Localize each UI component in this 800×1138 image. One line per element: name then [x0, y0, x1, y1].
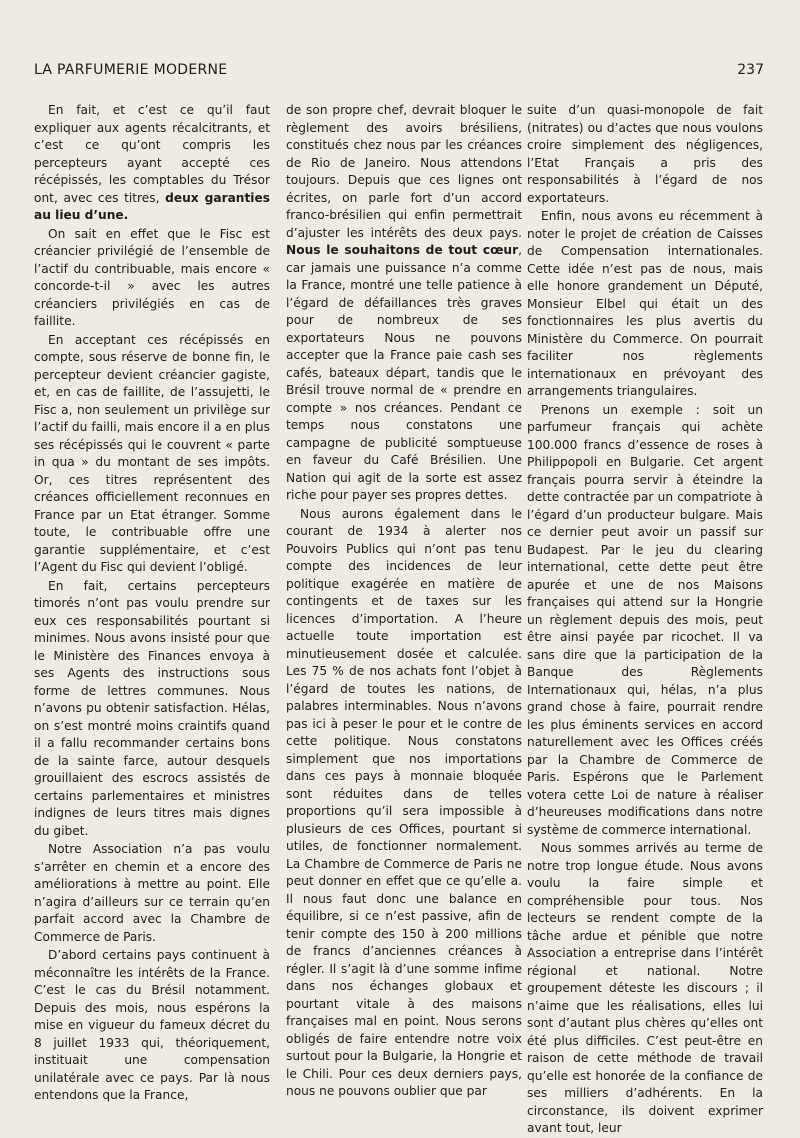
paragraph: suite d’un quasi-monopole de fait (nitrates) ou d’actes que nous voulons croire simplement des négligences, l’Etat Français a pris des responsabilités à l’égard de nos exportateurs. [527, 103, 763, 205]
paragraph: Nous aurons également dans le courant de 1934 à alerter nos Pouvoirs Publics qui n’ont pas tenu compte des incidences de leur politique exagérée en matière de contingents et de taxes sur les licences d’importation. A l’heure actuelle toute importation est minutieusement dosée et calculée. Les 75 % de nos achats font l’objet à l’égard de toutes les nations, de palabres interminables. Nous n’avons pas ici à peser le pour et le contre de cette politique. Nous constatons simplement que nos importations dans ces pays à monnaie bloquée sont réduites dans de telles proportions qu’il sera impossible à plusieurs de ces Offices, pourtant si utiles, de fonctionner normalement. La Chambre de Commerce de Paris ne peut donner en effet que ce qu’elle a. Il nous faut donc une balance en équilibre, si ce n’est passive, afin de tenir compte des 150 à 200 millions de francs d’anciennes créances à régler. Il s’agit là d’une somme infime dans nos échanges globaux et pourtant vitale à des maisons françaises mal en point. Nous serons obligés de faire entendre notre voix surtout pour la Bulgarie, la Hongrie et le Chili. Pour ces deux derniers pays, nous ne pouvons oublier que par [286, 506, 522, 1098]
paragraph: Prenons un exemple : soit un parfumeur français qui achète 100.000 francs d’essence de roses à Philippopoli en Bulgarie. Cet argent français pourra servir à éteindre la dette contractée par un compatriote à l’égard d’un producteur bulgare. Mais ce dernier peut avoir un passif sur Budapest. Par le jeu du clearing international, cette dette peut être apurée et une de nos Maisons françaises qui attend sur la Hongrie un règlement depuis des mois, peut être ainsi payée par ricochet. Il va sans dire que la participation de la Banque des Règlements Internationaux qui, hélas, n’a plus grand chose à faire, pourrait rendre les plus éminents services en accord naturellement avec les Offices créés par la Chambre de Commerce de Paris. Espérons que le Parlement votera cette Loi de nature à réaliser d’heureuses modifications dans notre système de commerce international. [527, 402, 763, 837]
running-header: LA PARFUMERIE MODERNE [34, 62, 228, 78]
page-number: 237 [737, 62, 764, 78]
text-column-2 [286, 102, 522, 1101]
paragraph: En fait, certains percepteurs timorés n’ont pas voulu prendre sur eux ces responsabilités pourtant si minimes. Nous avons insisté pour que le Ministère des Finances envoya à ses Agents des instructions sous forme de lettres communes. Nous n’avons pu obtenir satisfaction. Hélas, on s’est montré moins craintifs quand il a fallu recommander certains bons de la sainte farce, autour desquels grouillaient des escrocs assistés de certains parlementaires et ministres indignes de leurs titres mais dignes du gibet. [34, 578, 270, 838]
text-run: En fait, et c’est ce qu’il faut expliquer aux agents récalcitrants, et c’est ce qu’ont compris les percepteurs ayant accepté ces récépissés, les comptables du Trésor ont, avec ces titres, [34, 103, 270, 205]
paragraph [286, 102, 522, 505]
text-column-1 [34, 102, 270, 1105]
paragraph [34, 102, 270, 225]
text-run: , car jamais une puissance n’a comme la France, montré une telle patience à l’égard de défaillances très graves pour de nombreux de ses exportateurs Nous ne pouvons accepter que la France paie cash ses cafés, bateaux départ, tandis que le Brésil trouve normal de « prendre en compte » nos créances. Pendant ce temps nous constatons une campagne de publicité somptueuse en faveur du Café Brésilien. Une Nation qui agit de la sorte est assez riche pour payer ses propres dettes. [286, 243, 522, 502]
text-run: de son propre chef, devrait bloquer le règlement des avoirs brésiliens, constitués chez nous par les créances de Rio de Janeiro. Nous attendons toujours. Depuis que ces lignes ont écrites, on parle fort d’un accord franco-brésilien qui enfin permettrait d’ajuster les intérêts des deux pays. [286, 103, 522, 240]
bold-text: deux garanties au lieu d’une. [34, 190, 270, 222]
paragraph: Nous sommes arrivés au terme de notre trop longue étude. Nous avons voulu la faire simple et compréhensible pour tous. Nos lecteurs se rendent compte de la tâche ardue et pénible que notre Association a entreprise dans l’intérêt régional et national. Notre groupement déteste les discours ; il n’aime que les réalisations, elles lui sont d’autant plus chères qu’elles ont été plus difficiles. C’est peut-être en raison de cette méthode de travail qu’elle est honorée de la confiance de ses milliers d’adhérents. En la circonstance, ils doivent exprimer avant tout, leur [527, 841, 763, 1135]
paragraph: Enfin, nous avons eu récemment à noter le projet de création de Caisses de Compensation internationales. Cette idée n’est pas de nous, mais elle honore grandement un Député, Monsieur Elbel qui était un des fonctionnaires les plus avertis du Ministère du Commerce. On pourrait faciliter nos règlements internationaux en prévoyant des arrangements triangulaires. [527, 209, 763, 398]
paragraph: En acceptant ces récépissés en compte, sous réserve de bonne fin, le percepteur devient créancier gagiste, et, en cas de faillite, de l’assujetti, le Fisc a, non seulement un privilège sur l’actif du failli, mais encore il a en plus ses récépissés qui le couvrent « parte in qua » du montant de ses impôts. Or, ces titres représentent des créances officiellement reconnues en France par un Etat étranger. Somme toute, le contribuable offre une garantie supplémentaire, et c’est l’Agent du Fisc qui devient l’obligé. [34, 332, 270, 574]
text-column-3 [527, 102, 763, 1138]
paragraph: D’abord certains pays continuent à méconnaître les intérêts de la France. C’est le cas du Brésil notamment. Depuis des mois, nous espérons la mise en vigueur du fameux décret du 8 juillet 1933 qui, théoriquement, instituait une compensation unilatérale avec ce pays. Par là nous entendons que la France, [34, 948, 270, 1102]
bold-text: Nous le souhaitons de tout cœur [286, 243, 519, 257]
paragraph: On sait en effet que le Fisc est créancier privilégié de l’ensemble de l’actif du contribuable, mais encore « concorde-t-il » avec les autres créanciers privilégiés en cas de faillite. [34, 226, 270, 328]
paragraph: Notre Association n’a pas voulu s’arrêter en chemin et a encore des améliorations à mettre au point. Elle n’agira d’ailleurs sur ce terrain qu’en parfait accord avec la Chambre de Commerce de Paris. [34, 842, 270, 944]
